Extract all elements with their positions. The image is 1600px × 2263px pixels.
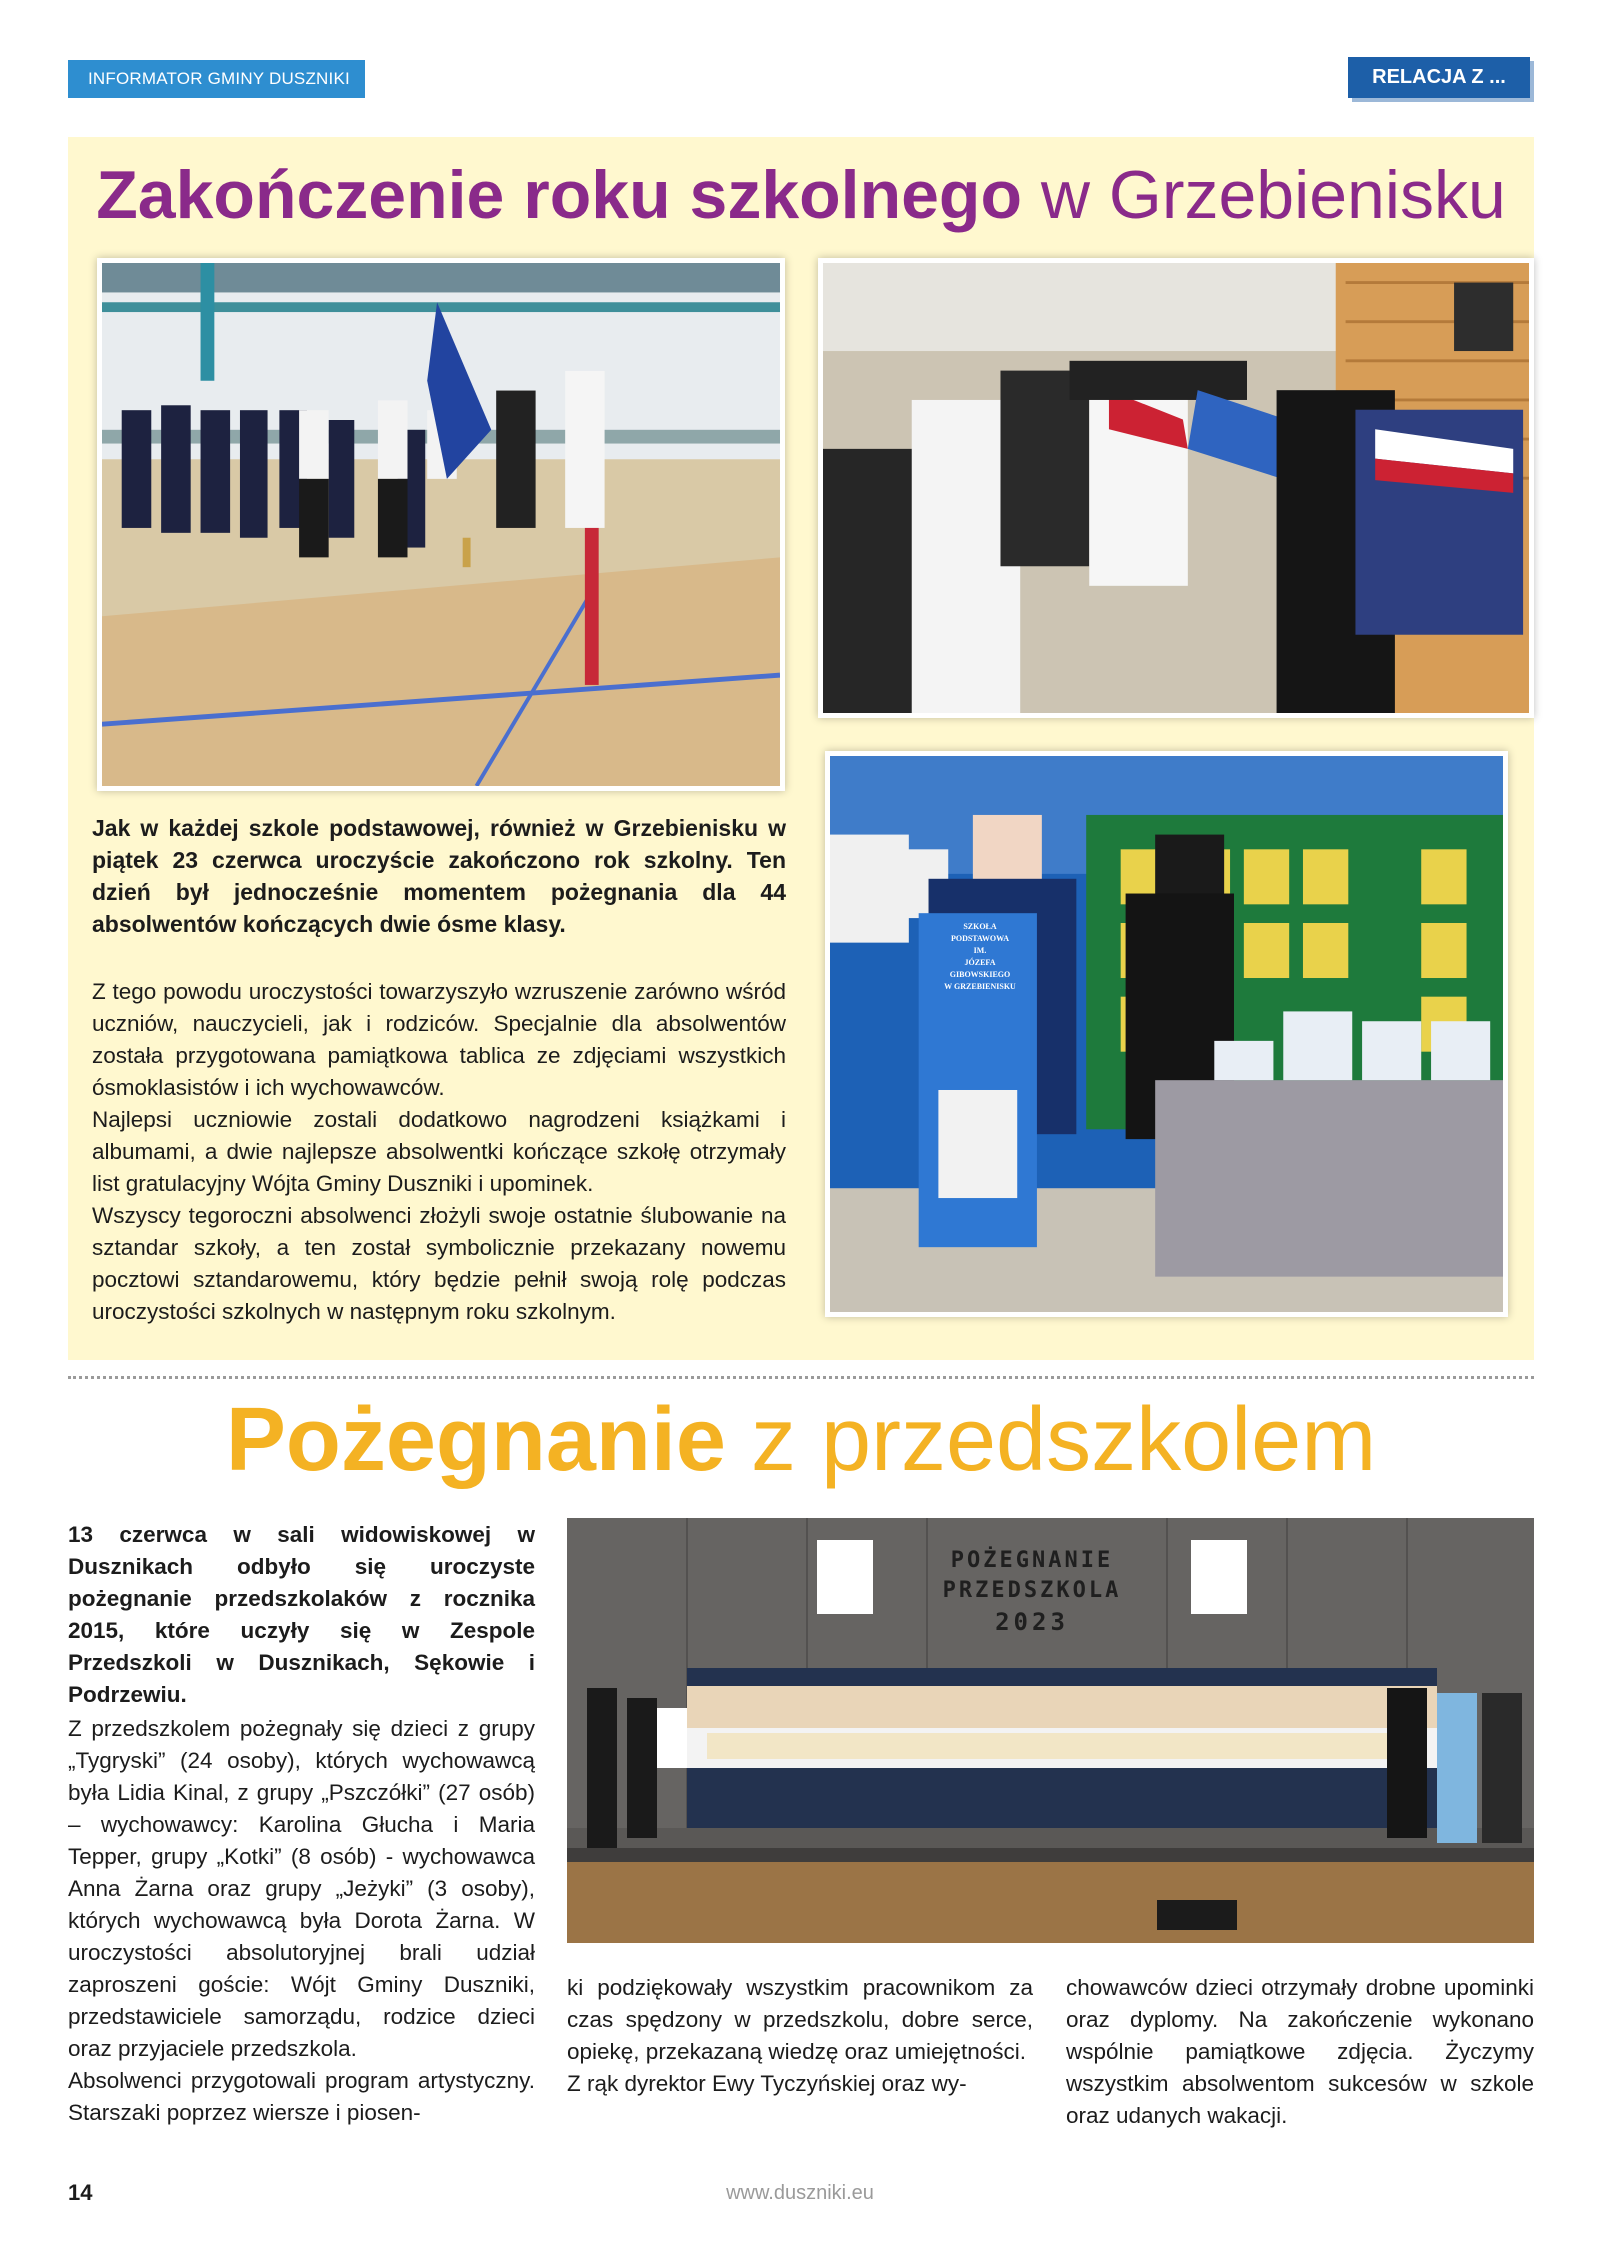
banner-line: POŻEGNANIE bbox=[950, 1548, 1114, 1573]
article2-paragraph: Z rąk dyrektor Ewy Tyczyńskiej oraz wy- bbox=[567, 2071, 967, 2096]
lectern-sign-line: SZKOŁA bbox=[963, 922, 997, 931]
article2-title-normal: z przedszkolem bbox=[750, 1390, 1377, 1490]
lectern-sign-line: GIBOWSKIEGO bbox=[949, 970, 1011, 979]
publication-tag: INFORMATOR GMINY DUSZNIKI bbox=[68, 60, 365, 98]
photo-oath-banner bbox=[818, 258, 1534, 718]
lectern-sign-line: PODSTAWOWA bbox=[950, 934, 1010, 943]
article1-paragraph: Z tego powodu uroczystości towarzyszyło wzruszenie zarówno wśród uczniów, nauczycieli, jak i rodziców. Specjalnie dla absolwentów została przygotowana pamiątkowa tablica ze zdjęciami wszystkich ósmoklasistów i ich wychowawców. bbox=[92, 979, 786, 1100]
article2-lead: 13 czerwca w sali widowiskowej w Dusznikach odbyło się uroczyste pożegnanie przedszkolaków z rocznika 2015, które uczyły się w Zespole Przedszkoli w Dusznikach, Sękowie i Podrzewiu. bbox=[68, 1522, 535, 1707]
article2-column-2 bbox=[567, 1972, 1033, 2100]
footer-url[interactable]: www.duszniki.eu bbox=[726, 2182, 874, 2204]
article2-paragraph: chowawców dzieci otrzymały drobne upominki oraz dyplomy. Na zakończenie wykonano wspólnie pamiątkowe zdjęcia. Życzymy wszystkim absolwentom sukcesów w szkole oraz udanych wakacji. bbox=[1066, 1975, 1534, 2128]
stage-banner bbox=[877, 1546, 1187, 1638]
lectern-sign bbox=[924, 921, 1036, 993]
photo-speech-lectern bbox=[825, 751, 1508, 1317]
banner-line: 2023 bbox=[995, 1608, 1069, 1636]
article2-title-bold: Pożegnanie bbox=[225, 1390, 726, 1490]
article2-paragraph: Z przedszkolem pożegnały się dzieci z grupy „Tygryski” (24 osoby), których wychowawcą była Lidia Kinal, z grupy „Pszczółki” (27 osób) – wychowawcy: Karolina Głucha i Maria Tepper, grupy „Kotki” (8 osób) - wychowawca Anna Żarna oraz grupy „Jeżyki” (3 osoby), których wychowawcą była Dorota Żarna. W uroczystości absolutoryjnej brali udział zaproszeni goście: Wójt Gminy Duszniki, przedstawiciele samorządu, rodzice dzieci oraz przyjaciele przedszkola. bbox=[68, 1716, 535, 2061]
lectern-sign-line: IM. bbox=[973, 946, 987, 955]
article1-paragraph: Najlepsi uczniowie zostali dodatkowo nagrodzeni książkami i albumami, a dwie najlepsze absolwentki kończące szkołę otrzymały list gratulacyjny Wójta Gminy Duszniki i upominek. bbox=[92, 1107, 786, 1196]
article1-paragraph: Wszyscy tegoroczni absolwenci złożyli swoje ostatnie ślubowanie na sztandar szkoły, a ten został symbolicznie przekazany nowemu pocztowi sztandarowemu, który będzie pełnił swoją rolę podczas uroczystości szkolnych w następnym roku szkolnym. bbox=[92, 1203, 786, 1324]
photo-ceremony-hall bbox=[97, 258, 785, 791]
article2-title bbox=[68, 1390, 1534, 1490]
article1-body bbox=[92, 976, 786, 1328]
article2-paragraph: Absolwenci przygotowali program artystyczny. Starszaki poprzez wiersze i piosen- bbox=[68, 2068, 535, 2125]
article1-title bbox=[68, 150, 1534, 240]
article2-paragraph: ki podziękowały wszystkim pracownikom za czas spędzony w przedszkolu, dobre serce, opiekę, przekazaną wiedzę oraz umiejętności. bbox=[567, 1975, 1033, 2064]
article2-column-1 bbox=[68, 1713, 535, 2129]
page-number: 14 bbox=[68, 2180, 93, 2205]
article2-column-3 bbox=[1066, 1972, 1534, 2132]
lectern-sign-line: W GRZEBIENISKU bbox=[944, 982, 1016, 991]
photo-kindergarten-group bbox=[567, 1518, 1534, 1943]
article1-title-bold: Zakończenie roku szkolnego bbox=[96, 157, 1023, 233]
dotted-divider bbox=[68, 1376, 1534, 1379]
banner-line: PRZEDSZKOLA bbox=[942, 1578, 1122, 1603]
article1-title-normal: w Grzebienisku bbox=[1040, 157, 1506, 233]
article1-lead: Jak w każdej szkole podstawowej, również w Grzebienisku w piątek 23 czerwca uroczyście zakończono rok szkolny. Ten dzień był jednocześnie momentem pożegnania dla 44 absolwentów kończących dwie ósme klasy. bbox=[92, 815, 786, 937]
section-tag: RELACJA Z ... bbox=[1348, 57, 1530, 98]
lectern-sign-line: JÓZEFA bbox=[964, 958, 996, 967]
